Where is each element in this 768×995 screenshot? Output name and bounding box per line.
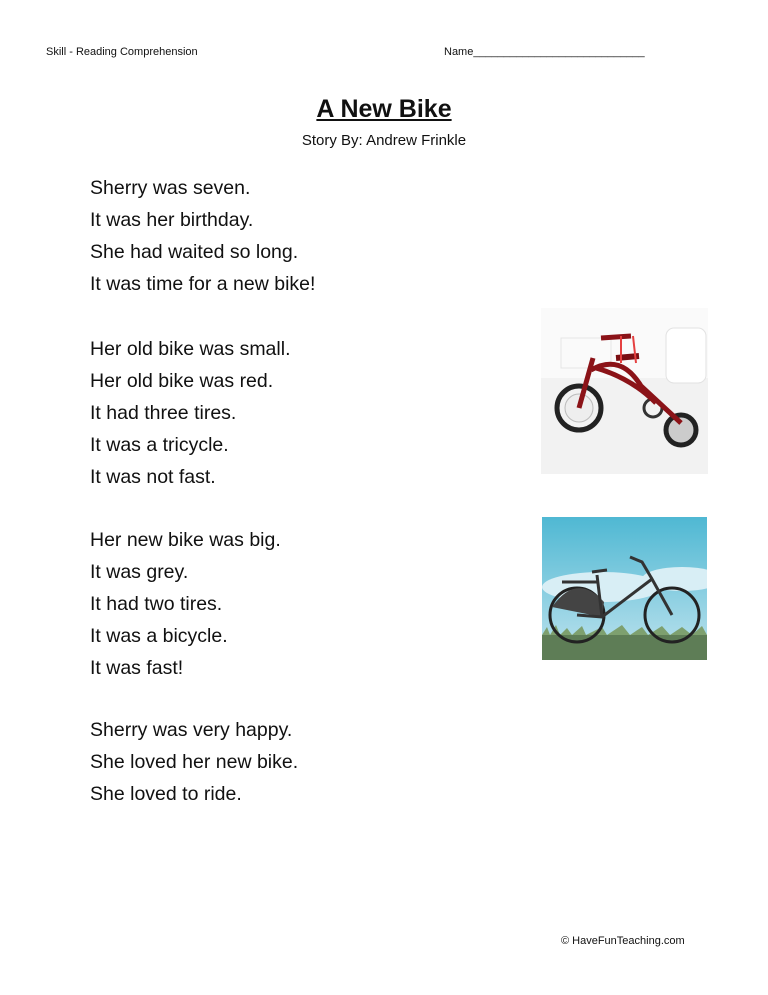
story-line: Her old bike was small. [90, 338, 291, 360]
tricycle-image [541, 308, 708, 474]
name-field: Name____________________________ [444, 46, 645, 58]
story-line: It was grey. [90, 561, 189, 583]
story-line: She loved her new bike. [90, 751, 299, 773]
story-line: Sherry was seven. [90, 177, 251, 199]
story-line: It had two tires. [90, 593, 223, 615]
story-line: She loved to ride. [90, 783, 242, 805]
copyright-footer: © HaveFunTeaching.com [561, 935, 685, 947]
skill-label: Skill - Reading Comprehension [46, 46, 198, 58]
stanza-1 [90, 172, 315, 300]
story-line: It was not fast. [90, 466, 216, 488]
page-title: A New Bike [316, 95, 452, 123]
author-byline: Story By: Andrew Frinkle [301, 132, 467, 149]
stanza-4 [90, 714, 298, 810]
story-line: She had waited so long. [90, 241, 299, 263]
story-line: Sherry was very happy. [90, 719, 293, 741]
story-line: Her old bike was red. [90, 370, 274, 392]
story-line: It was a bicycle. [90, 625, 228, 647]
story-line: It was fast! [90, 657, 184, 679]
story-line: It was time for a new bike! [90, 273, 316, 295]
stanza-3 [90, 524, 281, 684]
bicycle-image [542, 517, 707, 660]
stanza-2 [90, 333, 290, 493]
story-line: It had three tires. [90, 402, 237, 424]
story-line: It was a tricycle. [90, 434, 229, 456]
story-line: It was her birthday. [90, 209, 254, 231]
story-line: Her new bike was big. [90, 529, 281, 551]
